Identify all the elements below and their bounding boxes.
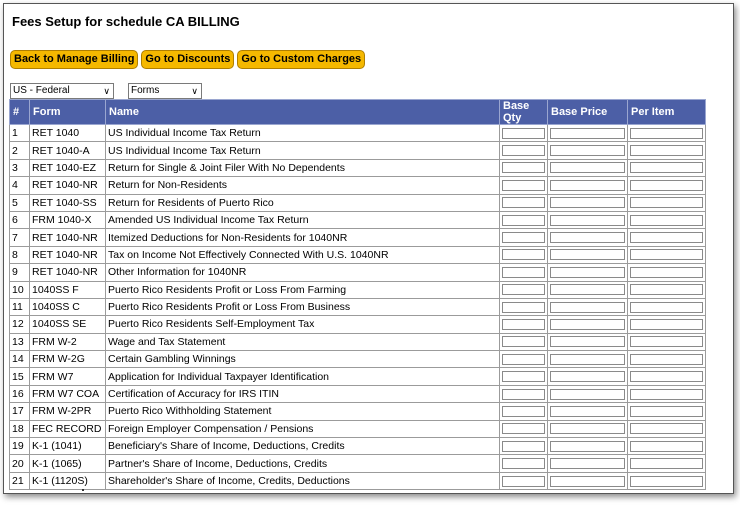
row-number: 10 — [10, 281, 30, 298]
table-row — [10, 420, 706, 437]
per-item-input[interactable] — [630, 145, 703, 156]
per-item-cell — [628, 438, 706, 455]
row-number: 19 — [10, 438, 30, 455]
jurisdiction-select[interactable] — [10, 83, 114, 99]
chevron-down-icon: ∨ — [103, 86, 110, 96]
form-type-select[interactable] — [128, 83, 202, 99]
per-item-input[interactable] — [630, 458, 703, 469]
base-qty-input[interactable] — [502, 249, 545, 260]
per-item-input[interactable] — [630, 249, 703, 260]
base-qty-cell — [500, 142, 548, 159]
base-qty-cell — [500, 281, 548, 298]
table-row — [10, 177, 706, 194]
row-number: 12 — [10, 316, 30, 333]
per-item-input[interactable] — [630, 441, 703, 452]
base-price-input[interactable] — [550, 354, 625, 365]
col-header-base-price: Base Price — [548, 100, 628, 125]
base-qty-cell — [500, 211, 548, 228]
base-price-cell — [548, 455, 628, 472]
row-form-name: Amended US Individual Income Tax Return — [106, 211, 500, 228]
per-item-input[interactable] — [630, 319, 703, 330]
row-form-code: RET 1040 — [30, 125, 106, 142]
base-qty-cell — [500, 472, 548, 489]
per-item-cell — [628, 316, 706, 333]
base-qty-input[interactable] — [502, 371, 545, 382]
row-number: 17 — [10, 403, 30, 420]
base-qty-input[interactable] — [502, 423, 545, 434]
base-qty-input[interactable] — [502, 406, 545, 417]
base-price-input[interactable] — [550, 319, 625, 330]
table-row — [10, 142, 706, 159]
base-price-cell — [548, 246, 628, 263]
base-qty-input[interactable] — [502, 336, 545, 347]
row-form-code: K-1 (1065) — [30, 455, 106, 472]
base-price-input[interactable] — [550, 162, 625, 173]
row-form-name: Partner's Share of Income, Deductions, Credits — [106, 455, 500, 472]
per-item-input[interactable] — [630, 197, 703, 208]
base-price-cell — [548, 177, 628, 194]
table-row — [10, 333, 706, 350]
base-qty-cell — [500, 177, 548, 194]
row-form-code: FRM W-2PR — [30, 403, 106, 420]
col-header-num: # — [10, 100, 30, 125]
col-header-form: Form — [30, 100, 106, 125]
row-form-code: RET 1040-EZ — [30, 159, 106, 176]
stray-dot — [82, 489, 84, 491]
per-item-input[interactable] — [630, 406, 703, 417]
base-price-cell — [548, 385, 628, 402]
row-form-name: Itemized Deductions for Non-Residents for 1040NR — [106, 229, 500, 246]
base-qty-input[interactable] — [502, 267, 545, 278]
per-item-cell — [628, 455, 706, 472]
table-row — [10, 194, 706, 211]
base-price-cell — [548, 368, 628, 385]
base-qty-cell — [500, 333, 548, 350]
go-to-custom-charges-button[interactable]: Go to Custom Charges — [237, 50, 365, 69]
row-number: 2 — [10, 142, 30, 159]
per-item-cell — [628, 298, 706, 315]
per-item-input[interactable] — [630, 389, 703, 400]
action-buttons — [10, 50, 365, 69]
row-number: 13 — [10, 333, 30, 350]
row-number: 9 — [10, 264, 30, 281]
per-item-input[interactable] — [630, 371, 703, 382]
base-price-input[interactable] — [550, 232, 625, 243]
table-header-row — [10, 100, 706, 125]
row-form-code: FRM W-2 — [30, 333, 106, 350]
base-qty-cell — [500, 403, 548, 420]
row-form-name: Tax on Income Not Effectively Connected With U.S. 1040NR — [106, 246, 500, 263]
table-row — [10, 281, 706, 298]
row-form-name: Puerto Rico Residents Profit or Loss From Business — [106, 298, 500, 315]
row-number: 1 — [10, 125, 30, 142]
base-price-cell — [548, 125, 628, 142]
per-item-input[interactable] — [630, 302, 703, 313]
base-price-cell — [548, 438, 628, 455]
base-qty-cell — [500, 455, 548, 472]
row-number: 5 — [10, 194, 30, 211]
row-form-code: RET 1040-NR — [30, 177, 106, 194]
base-qty-cell — [500, 438, 548, 455]
table-row — [10, 455, 706, 472]
base-qty-input[interactable] — [502, 215, 545, 226]
row-form-code: 1040SS SE — [30, 316, 106, 333]
row-number: 15 — [10, 368, 30, 385]
base-qty-cell — [500, 316, 548, 333]
base-price-input[interactable] — [550, 284, 625, 295]
row-form-name: Return for Non-Residents — [106, 177, 500, 194]
per-item-input[interactable] — [630, 267, 703, 278]
base-qty-cell — [500, 125, 548, 142]
per-item-input[interactable] — [630, 180, 703, 191]
col-header-per-item: Per Item — [628, 100, 706, 125]
table-row — [10, 316, 706, 333]
table-row — [10, 229, 706, 246]
table-row — [10, 351, 706, 368]
base-price-cell — [548, 472, 628, 489]
base-price-cell — [548, 142, 628, 159]
per-item-cell — [628, 333, 706, 350]
table-row — [10, 472, 706, 489]
table-row — [10, 403, 706, 420]
per-item-input[interactable] — [630, 423, 703, 434]
form-type-select-value: Forms — [131, 85, 160, 96]
base-price-input[interactable] — [550, 458, 625, 469]
base-qty-input[interactable] — [502, 389, 545, 400]
row-form-name: Shareholder's Share of Income, Credits, Deductions — [106, 472, 500, 489]
row-form-name: Application for Individual Taxpayer Identification — [106, 368, 500, 385]
row-number: 3 — [10, 159, 30, 176]
per-item-cell — [628, 125, 706, 142]
base-qty-input[interactable] — [502, 319, 545, 330]
table-row — [10, 246, 706, 263]
base-qty-cell — [500, 264, 548, 281]
table-row — [10, 385, 706, 402]
base-qty-input[interactable] — [502, 145, 545, 156]
base-price-input[interactable] — [550, 145, 625, 156]
base-price-cell — [548, 281, 628, 298]
row-form-name: Return for Residents of Puerto Rico — [106, 194, 500, 211]
row-number: 14 — [10, 351, 30, 368]
per-item-cell — [628, 472, 706, 489]
base-price-cell — [548, 211, 628, 228]
per-item-cell — [628, 246, 706, 263]
row-number: 21 — [10, 472, 30, 489]
base-price-input[interactable] — [550, 336, 625, 347]
base-qty-cell — [500, 229, 548, 246]
base-qty-input[interactable] — [502, 180, 545, 191]
base-price-cell — [548, 298, 628, 315]
row-form-name: Puerto Rico Withholding Statement — [106, 403, 500, 420]
table-row — [10, 159, 706, 176]
per-item-cell — [628, 142, 706, 159]
col-header-base-qty: Base Qty — [500, 100, 548, 125]
base-price-input[interactable] — [550, 476, 625, 487]
page-title: Fees Setup for schedule CA BILLING — [12, 14, 240, 29]
chevron-down-icon: ∨ — [191, 86, 198, 96]
row-number: 4 — [10, 177, 30, 194]
row-form-code: RET 1040-NR — [30, 229, 106, 246]
base-price-cell — [548, 194, 628, 211]
base-price-cell — [548, 351, 628, 368]
base-price-cell — [548, 316, 628, 333]
base-price-input[interactable] — [550, 249, 625, 260]
per-item-cell — [628, 420, 706, 437]
table-row — [10, 211, 706, 228]
per-item-cell — [628, 229, 706, 246]
per-item-input[interactable] — [630, 215, 703, 226]
per-item-cell — [628, 385, 706, 402]
per-item-cell — [628, 159, 706, 176]
row-form-name: Certain Gambling Winnings — [106, 351, 500, 368]
base-price-input[interactable] — [550, 406, 625, 417]
row-form-code: RET 1040-SS — [30, 194, 106, 211]
base-price-cell — [548, 403, 628, 420]
table-row — [10, 438, 706, 455]
row-form-code: RET 1040-A — [30, 142, 106, 159]
row-number: 7 — [10, 229, 30, 246]
table-row — [10, 125, 706, 142]
base-qty-input[interactable] — [502, 197, 545, 208]
row-form-name: Beneficiary's Share of Income, Deductions, Credits — [106, 438, 500, 455]
row-number: 20 — [10, 455, 30, 472]
row-form-name: US Individual Income Tax Return — [106, 142, 500, 159]
base-qty-cell — [500, 298, 548, 315]
table-row — [10, 264, 706, 281]
fees-table — [9, 99, 706, 490]
per-item-input[interactable] — [630, 162, 703, 173]
base-qty-cell — [500, 159, 548, 176]
base-price-cell — [548, 333, 628, 350]
row-form-name: Puerto Rico Residents Self-Employment Tax — [106, 316, 500, 333]
base-price-input[interactable] — [550, 128, 625, 139]
base-price-cell — [548, 159, 628, 176]
per-item-cell — [628, 368, 706, 385]
table-row — [10, 368, 706, 385]
per-item-input[interactable] — [630, 354, 703, 365]
row-form-name: US Individual Income Tax Return — [106, 125, 500, 142]
base-price-cell — [548, 229, 628, 246]
base-price-input[interactable] — [550, 389, 625, 400]
base-qty-cell — [500, 420, 548, 437]
base-qty-input[interactable] — [502, 128, 545, 139]
base-qty-cell — [500, 194, 548, 211]
per-item-cell — [628, 264, 706, 281]
base-price-cell — [548, 420, 628, 437]
row-number: 11 — [10, 298, 30, 315]
base-price-input[interactable] — [550, 423, 625, 434]
base-qty-cell — [500, 246, 548, 263]
per-item-input[interactable] — [630, 128, 703, 139]
row-form-code: FRM W-2G — [30, 351, 106, 368]
fees-setup-window — [3, 3, 734, 494]
base-qty-cell — [500, 385, 548, 402]
per-item-cell — [628, 281, 706, 298]
row-form-code: RET 1040-NR — [30, 264, 106, 281]
row-form-name: Certification of Accuracy for IRS ITIN — [106, 385, 500, 402]
base-price-cell — [548, 264, 628, 281]
table-row — [10, 298, 706, 315]
base-qty-input[interactable] — [502, 162, 545, 173]
row-form-name: Foreign Employer Compensation / Pensions — [106, 420, 500, 437]
base-qty-input[interactable] — [502, 354, 545, 365]
row-form-code: K-1 (1120S) — [30, 472, 106, 489]
per-item-cell — [628, 194, 706, 211]
per-item-cell — [628, 403, 706, 420]
per-item-cell — [628, 177, 706, 194]
row-number: 6 — [10, 211, 30, 228]
per-item-input[interactable] — [630, 476, 703, 487]
per-item-cell — [628, 351, 706, 368]
base-price-input[interactable] — [550, 302, 625, 313]
base-qty-input[interactable] — [502, 284, 545, 295]
base-price-input[interactable] — [550, 371, 625, 382]
base-price-input[interactable] — [550, 267, 625, 278]
row-form-code: FRM W7 COA — [30, 385, 106, 402]
back-to-manage-billing-button[interactable]: Back to Manage Billing — [10, 50, 138, 69]
base-price-input[interactable] — [550, 180, 625, 191]
base-qty-input[interactable] — [502, 232, 545, 243]
row-number: 8 — [10, 246, 30, 263]
row-form-code: FRM 1040-X — [30, 211, 106, 228]
row-form-name: Other Information for 1040NR — [106, 264, 500, 281]
base-price-input[interactable] — [550, 197, 625, 208]
base-price-input[interactable] — [550, 215, 625, 226]
base-price-input[interactable] — [550, 441, 625, 452]
row-form-code: K-1 (1041) — [30, 438, 106, 455]
row-form-code: 1040SS C — [30, 298, 106, 315]
base-qty-cell — [500, 351, 548, 368]
per-item-input[interactable] — [630, 232, 703, 243]
row-form-code: RET 1040-NR — [30, 246, 106, 263]
row-form-code: FEC RECORD — [30, 420, 106, 437]
row-form-name: Wage and Tax Statement — [106, 333, 500, 350]
per-item-input[interactable] — [630, 336, 703, 347]
col-header-name: Name — [106, 100, 500, 125]
jurisdiction-select-value: US - Federal — [13, 85, 70, 96]
row-number: 16 — [10, 385, 30, 402]
base-qty-input[interactable] — [502, 476, 545, 487]
base-qty-cell — [500, 368, 548, 385]
per-item-cell — [628, 211, 706, 228]
row-number: 18 — [10, 420, 30, 437]
row-form-code: 1040SS F — [30, 281, 106, 298]
go-to-discounts-button[interactable]: Go to Discounts — [141, 50, 234, 69]
base-qty-input[interactable] — [502, 458, 545, 469]
per-item-input[interactable] — [630, 284, 703, 295]
base-qty-input[interactable] — [502, 302, 545, 313]
base-qty-input[interactable] — [502, 441, 545, 452]
row-form-code: FRM W7 — [30, 368, 106, 385]
row-form-name: Return for Single & Joint Filer With No Dependents — [106, 159, 500, 176]
row-form-name: Puerto Rico Residents Profit or Loss From Farming — [106, 281, 500, 298]
